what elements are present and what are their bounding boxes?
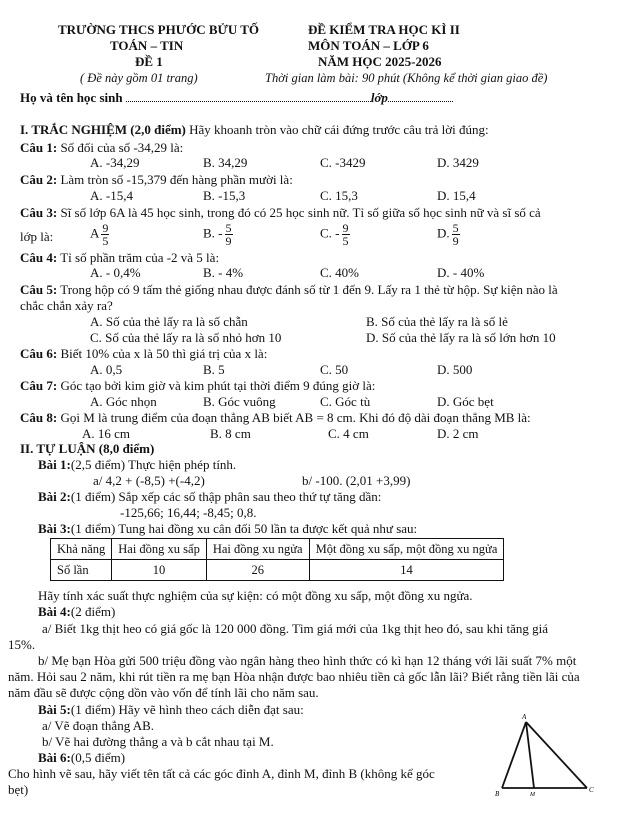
q5-option-c: C. Số của thẻ lấy ra là số nhỏ hơn 10 <box>90 330 282 345</box>
q3-stem-cont: lớp là: <box>20 229 54 244</box>
b1-stem <box>38 457 236 472</box>
segment-ac <box>526 722 587 788</box>
table-cell: 26 <box>206 560 309 581</box>
q4-option-d: D. - 40% <box>437 265 485 280</box>
q5-stem-cont: chắc chắn xảy ra? <box>20 298 113 313</box>
q5-stem <box>20 282 558 297</box>
q2-option-b: B. -15,3 <box>203 188 246 203</box>
q4-option-c: C. 40% <box>320 265 359 280</box>
table-header-cell: Khả năng <box>51 539 112 560</box>
q3-d-num: 5 <box>452 221 459 235</box>
b4-text: (2 điểm) <box>70 604 116 619</box>
q4-text: Tỉ số phần trăm của -2 và 5 là: <box>57 250 220 265</box>
b2-text: (1 điểm) Sắp xếp các số thập phân sau theo thứ tự tăng dần: <box>70 489 382 504</box>
label-b: B <box>495 790 500 798</box>
q3-option-c <box>320 222 352 247</box>
q3-text: Sĩ số lớp 6A là 45 học sinh, trong đó có 25 học sinh nữ. Tỉ số giữa số học sinh nữ và sĩ số cả <box>57 205 541 220</box>
q1-option-b: B. 34,29 <box>203 155 248 170</box>
b1-label: Bài 1: <box>38 457 71 472</box>
b4-b-line3: năm đầu sẽ được cộng dồn vào vốn để tính lãi cho năm sau. <box>8 685 319 700</box>
q5-option-a: A. Số của thẻ lấy ra là số chẵn <box>90 314 248 329</box>
table-header-cell: Một đồng xu sấp, một đồng xu ngửa <box>309 539 504 560</box>
subject-title: MÔN TOÁN – LỚP 6 <box>308 38 429 53</box>
b3-stem <box>38 521 417 536</box>
label-a: A <box>522 713 527 721</box>
b2-label: Bài 2: <box>38 489 71 504</box>
q4-option-b: B. - 4% <box>203 265 244 280</box>
q6-option-a: A. 0,5 <box>90 362 123 377</box>
q3-label: Câu 3: <box>20 205 58 220</box>
b1-part-b: b/ -100. (2,01 +3,99) <box>302 473 411 488</box>
department: TOÁN – TIN <box>110 38 184 53</box>
q3-a-num: 9 <box>102 221 109 235</box>
b1-part-a: a/ 4,2 + (-8,5) +(-4,2) <box>93 473 205 488</box>
q1-option-a: A. -34,29 <box>90 155 140 170</box>
q3-c-fraction <box>342 222 350 247</box>
b5-text: (1 điểm) Hãy vẽ hình theo cách diễn đạt sau: <box>70 702 304 717</box>
name-label: Họ và tên học sinh <box>20 90 123 105</box>
q3-b-den: 9 <box>225 234 232 248</box>
q6-option-d: D. 500 <box>437 362 473 377</box>
label-c: C <box>589 786 594 794</box>
q3-option-b <box>203 222 235 247</box>
school-name: TRƯỜNG THCS PHƯỚC BỬU TỐ <box>58 22 260 37</box>
part1-instruction: Hãy khoanh tròn vào chữ cái đứng trước câu trả lời đúng: <box>185 122 489 137</box>
table-cell: 10 <box>112 560 207 581</box>
q6-option-c: C. 50 <box>320 362 349 377</box>
q4-stem <box>20 250 219 265</box>
class-label: lớp <box>370 90 388 105</box>
b1-text: (2,5 điểm) Thực hiện phép tính. <box>70 457 237 472</box>
q1-label: Câu 1: <box>20 140 58 155</box>
results-table <box>50 538 504 581</box>
table-header-row <box>51 539 504 560</box>
q7-option-d: D. Góc bẹt <box>437 394 494 409</box>
q2-option-d: D. 15,4 <box>437 188 476 203</box>
q3-b-fraction <box>225 222 233 247</box>
q5-text: Trong hộp có 9 tấm thẻ giống nhau được đánh số từ 1 đến 9. Lấy ra 1 thẻ từ hộp. Sự kiện nào là <box>57 282 558 297</box>
q7-option-c: C. Góc tù <box>320 394 371 409</box>
b6-question-line1: Cho hình vẽ sau, hãy viết tên tất cả các góc đỉnh A, đỉnh M, đỉnh B (không kể góc <box>8 766 435 781</box>
b5-stem <box>38 702 304 717</box>
q5-option-d: D. Số của thẻ lấy ra là số lớn hơn 10 <box>366 330 556 345</box>
q6-stem <box>20 346 267 361</box>
q8-text: Gọi M là trung điểm của đoạn thẳng AB biết AB = 8 cm. Khi đó độ dài đoạn thẳng MB là: <box>57 410 531 425</box>
q6-text: Biết 10% của x là 50 thì giá trị của x là: <box>57 346 268 361</box>
q1-stem <box>20 140 183 155</box>
table-header-cell: Hai đồng xu ngửa <box>206 539 309 560</box>
b5-part-a: a/ Vẽ đoạn thẳng AB. <box>42 718 155 733</box>
q3-b-num: 5 <box>225 221 232 235</box>
q3-c-den: 5 <box>342 234 349 248</box>
q3-stem <box>20 205 541 220</box>
b4-a-line1: a/ Biết 1kg thịt heo có giá gốc là 120 000 đồng. Tìm giá mới của 1kg thịt heo đó, sau khi tăng giá <box>42 621 548 636</box>
q3-option-a <box>90 222 111 247</box>
q4-label: Câu 4: <box>20 250 58 265</box>
b3-text: (1 điểm) Tung hai đồng xu cân đối 50 lần ta được kết quả như sau: <box>70 521 418 536</box>
q2-option-c: C. 15,3 <box>320 188 358 203</box>
q7-label: Câu 7: <box>20 378 58 393</box>
q3-a-letter: A <box>90 225 100 241</box>
q6-option-b: B. 5 <box>203 362 225 377</box>
page-count-note: ( Đề này gồm 01 trang) <box>80 71 198 85</box>
b4-label: Bài 4: <box>38 604 71 619</box>
q3-option-d <box>437 222 462 247</box>
b6-label: Bài 6: <box>38 750 71 765</box>
b2-numbers: -125,66; 16,44; -8,45; 0,8. <box>120 505 257 520</box>
q7-option-a: A. Góc nhọn <box>90 394 157 409</box>
q4-option-a: A. - 0,4% <box>90 265 141 280</box>
q8-option-a: A. 16 cm <box>82 426 131 441</box>
q2-option-a: A. -15,4 <box>90 188 133 203</box>
b6-text: (0,5 điểm) <box>70 750 126 765</box>
q3-b-letter: B. - <box>203 225 223 241</box>
q8-option-b: B. 8 cm <box>210 426 251 441</box>
b3-label: Bài 3: <box>38 521 71 536</box>
q7-text: Góc tạo bởi kim giờ và kim phút tại thời điểm 9 đúng giờ là: <box>57 378 376 393</box>
segment-ab <box>502 722 526 788</box>
triangle-figure <box>492 712 602 798</box>
b2-stem <box>38 489 381 504</box>
table-row-label: Số lần <box>51 560 112 581</box>
b5-part-b: b/ Vẽ hai đường thẳng a và b cắt nhau tại M. <box>42 734 274 749</box>
q7-option-b: B. Góc vuông <box>203 394 276 409</box>
table-cell: 14 <box>309 560 504 581</box>
part1-title: I. TRẮC NGHIỆM (2,0 điểm) <box>20 122 186 137</box>
q2-text: Làm tròn số -15,379 đến hàng phần mười là: <box>57 172 293 187</box>
q3-c-num: 9 <box>342 221 349 235</box>
q3-d-den: 9 <box>452 234 459 248</box>
q8-label: Câu 8: <box>20 410 58 425</box>
q3-d-fraction <box>452 222 460 247</box>
b4-b-line2: năm. Hỏi sau 2 năm, khi rút tiền ra mẹ bạn Hòa nhận được bao nhiêu tiền cả gốc lẫn lãi? Biết rằng tiền lãi của <box>8 669 580 684</box>
q5-option-b: B. Số của thẻ lấy ra là số lẻ <box>366 314 508 329</box>
label-m: M <box>530 792 535 798</box>
exam-code: ĐỀ 1 <box>135 54 163 69</box>
b6-stem <box>38 750 125 765</box>
q1-option-c: C. -3429 <box>320 155 366 170</box>
q3-c-letter: C. - <box>320 225 340 241</box>
q8-stem <box>20 410 531 425</box>
q2-label: Câu 2: <box>20 172 58 187</box>
b6-question-line2: bẹt) <box>8 782 29 797</box>
exam-title: ĐỀ KIỂM TRA HỌC KÌ II <box>308 22 460 37</box>
part2-title: II. TỰ LUẬN (8,0 điểm) <box>20 441 155 456</box>
b4-a-line2: 15%. <box>8 637 36 652</box>
q8-option-d: D. 2 cm <box>437 426 479 441</box>
q7-stem <box>20 378 375 393</box>
table-row <box>51 560 504 581</box>
q2-stem <box>20 172 293 187</box>
segment-am <box>526 722 534 788</box>
q3-a-fraction <box>101 222 109 247</box>
b3-question: Hãy tính xác suất thực nghiệm của sự kiện: có một đồng xu sấp, một đồng xu ngửa. <box>38 588 473 603</box>
time-note: Thời gian làm bài: 90 phút (Không kể thời gian giao đề) <box>265 71 548 85</box>
q3-d-letter: D. <box>437 225 450 241</box>
q1-option-d: D. 3429 <box>437 155 479 170</box>
student-info-line <box>20 90 453 105</box>
school-year: NĂM HỌC 2025-2026 <box>318 54 442 69</box>
q6-label: Câu 6: <box>20 346 58 361</box>
part1-heading <box>20 122 489 137</box>
q8-option-c: C. 4 cm <box>328 426 369 441</box>
b4-stem <box>38 604 115 619</box>
table-header-cell: Hai đồng xu sấp <box>112 539 207 560</box>
b4-b-line1: b/ Mẹ bạn Hòa gửi 500 triệu đồng vào ngân hàng theo hình thức có kì hạn 12 tháng với lãi suất 7% một <box>38 653 577 668</box>
class-blank <box>388 91 453 102</box>
b5-label: Bài 5: <box>38 702 71 717</box>
name-blank <box>126 91 371 102</box>
q1-text: Số đối của số -34,29 là: <box>57 140 184 155</box>
q3-a-den: 5 <box>102 234 109 248</box>
q5-label: Câu 5: <box>20 282 58 297</box>
